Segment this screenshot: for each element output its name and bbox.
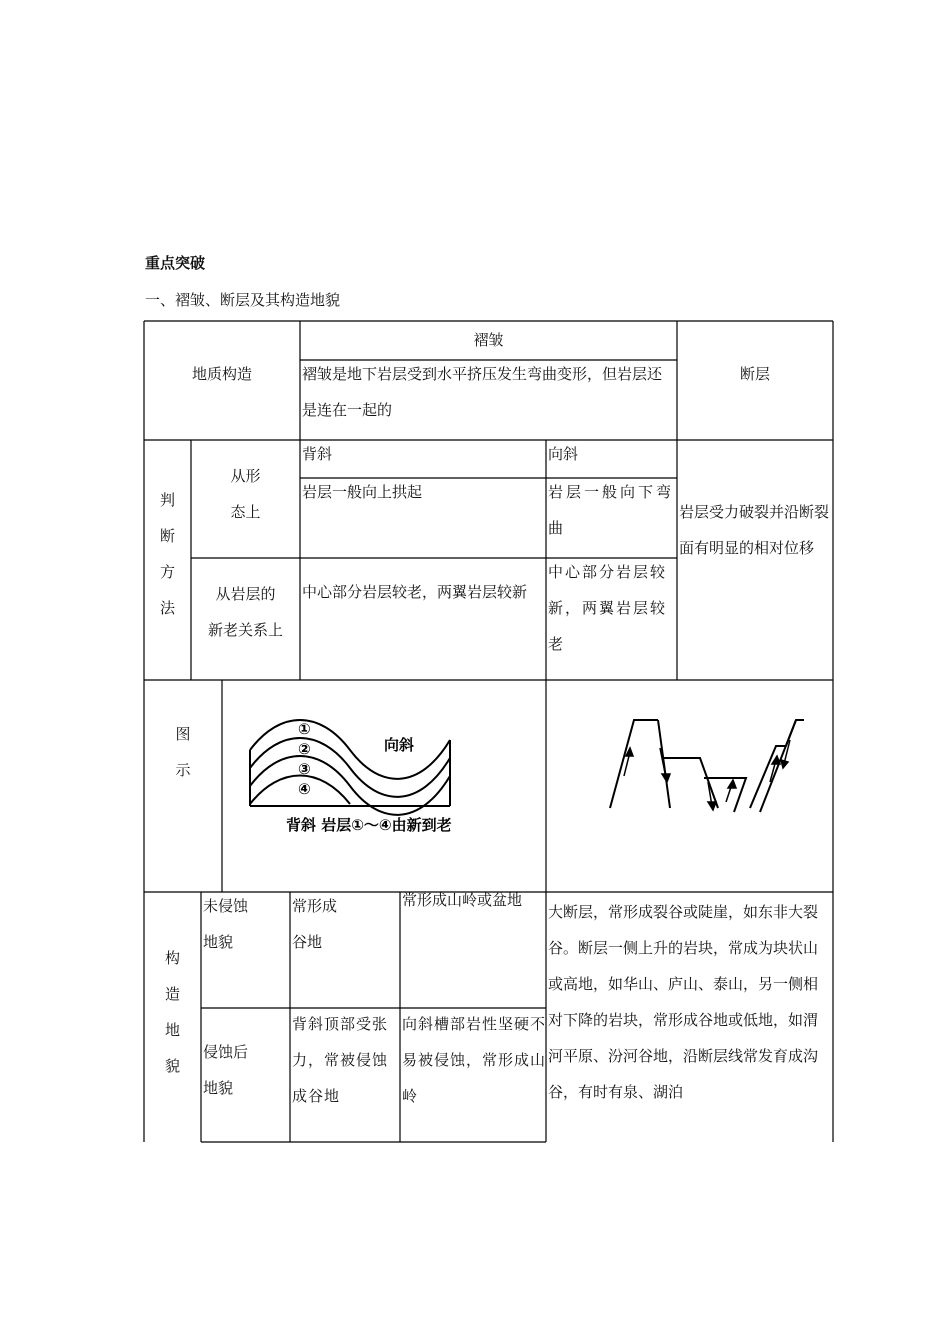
layer-1-label: ① bbox=[298, 720, 311, 738]
judge-method-label: 判 断 方 法 bbox=[159, 491, 175, 617]
fault-landform: 大断层，常形成裂谷或陡崖，如东非大裂谷。断层一侧上升的岩块，常成为块状山或高地，如华山、庐山、泰山，另一侧相对下降的岩块，常形成谷地或低地，如渭河平原、汾河谷地，沿断层线常发育成沟谷，有时有泉、湖泊 bbox=[548, 903, 819, 1101]
fold-definition: 褶皱是地下岩层受到水平挤压发生弯曲变形，但岩层还是连在一起的 bbox=[302, 365, 663, 419]
anticline-uneroded: 常形成 谷地 bbox=[292, 897, 338, 951]
fold-diagram bbox=[240, 710, 470, 840]
layer-4-label: ④ bbox=[298, 780, 311, 798]
syncline-age: 中心部分岩层较新，两翼岩层较老 bbox=[548, 563, 668, 653]
syncline-diagram-label: 向斜 bbox=[384, 736, 415, 754]
anticline-shape: 岩层一般向上拱起 bbox=[302, 483, 423, 501]
anticline-label: 背斜 bbox=[302, 445, 333, 463]
syncline-uneroded: 常形成山岭或盆地 bbox=[402, 891, 523, 909]
uneroded-label: 未侵蚀 地貌 bbox=[203, 897, 249, 951]
layer-3-label: ③ bbox=[298, 760, 311, 778]
fault-diagram bbox=[600, 712, 820, 822]
fold-diagram-caption: 背斜 岩层①～④由新到老 bbox=[286, 816, 452, 834]
syncline-eroded: 向斜槽部岩性坚硬不易被侵蚀，常形成山岭 bbox=[402, 1015, 547, 1105]
syncline-shape: 岩层一般向下弯曲 bbox=[548, 483, 675, 537]
fault-judge: 岩层受力破裂并沿断裂面有明显的相对位移 bbox=[679, 503, 830, 557]
by-age-label: 从岩层的 新老关系上 bbox=[207, 585, 283, 639]
by-shape-label: 从形 态上 bbox=[230, 467, 261, 521]
fold-header: 褶皱 bbox=[473, 331, 504, 349]
fault-header: 断层 bbox=[739, 365, 770, 383]
layer-2-label: ② bbox=[298, 740, 311, 758]
corner-cell: 地质构造 bbox=[191, 365, 252, 383]
anticline-age: 中心部分岩层较老，两翼岩层较新 bbox=[302, 583, 528, 601]
anticline-eroded: 背斜顶部受张力，常被侵蚀成谷地 bbox=[292, 1015, 389, 1105]
syncline-label: 向斜 bbox=[548, 445, 579, 463]
landform-label: 构 造 地 貌 bbox=[164, 949, 180, 1075]
eroded-label: 侵蚀后 地貌 bbox=[203, 1043, 249, 1097]
section-subheading: 一、褶皱、断层及其构造地貌 bbox=[145, 291, 341, 309]
diagram-label: 图 示 bbox=[175, 725, 191, 779]
section-heading: 重点突破 bbox=[145, 254, 206, 272]
